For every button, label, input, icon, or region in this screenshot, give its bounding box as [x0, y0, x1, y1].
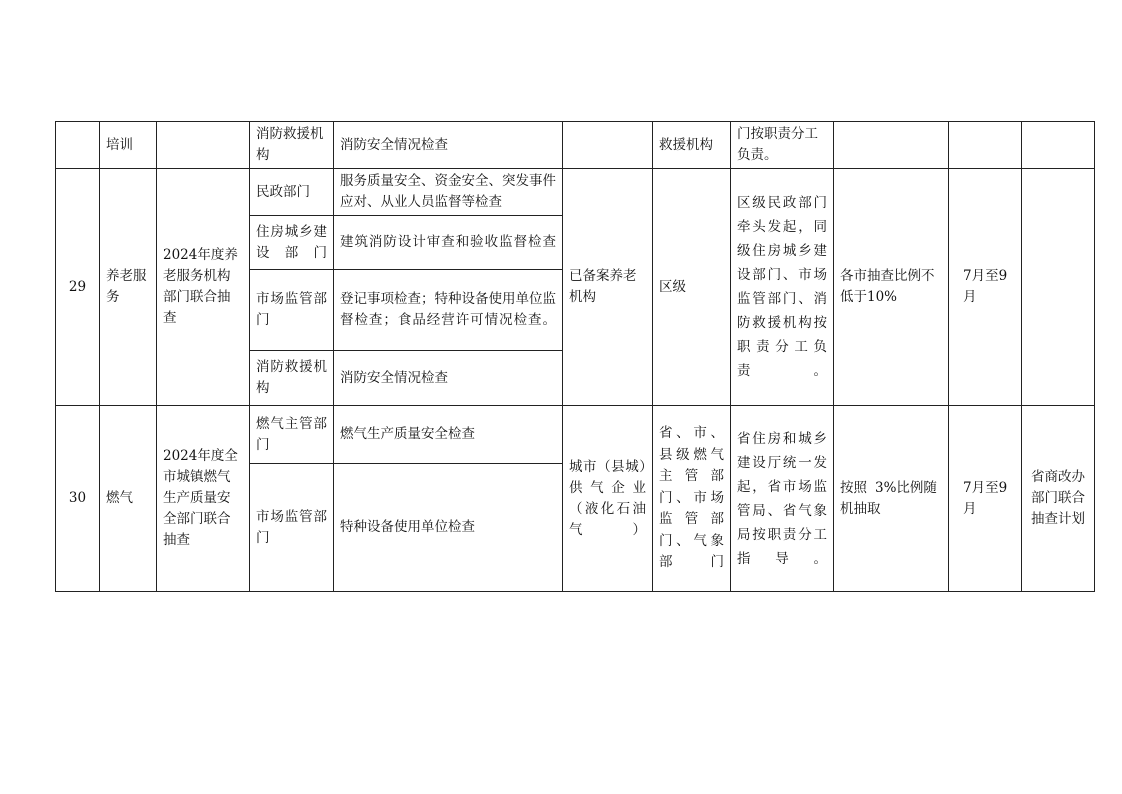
ratio-suffix: 3%比例随机抽取: [840, 479, 937, 517]
department-cell: 消防救援机构: [250, 351, 334, 406]
task-cell: [157, 122, 250, 169]
object-cell: [563, 122, 653, 169]
department-cell: 住房城乡建设部门: [250, 216, 334, 270]
time-cell: 7月至9月: [949, 169, 1022, 406]
object-cell: 已备案养老机构: [563, 169, 653, 406]
level-cell: 区级: [653, 169, 731, 406]
department-cell: 市场监管部门: [250, 270, 334, 351]
division-cell: 省住房和城乡建设厅统一发起，省市场监管局、省气象局按职责分工指导。: [731, 406, 834, 592]
task-cell: 2024年度全市城镇燃气生产质量安全部门联合抽查: [157, 406, 250, 592]
division-cell: 区级民政部门牵头发起，同级住房城乡建设部门、市场监管部门、消防救援机构按职责分工负责。: [731, 169, 834, 406]
remark-cell: [1022, 122, 1095, 169]
ratio-cell: [834, 406, 949, 592]
ratio-prefix: 按照: [840, 479, 867, 496]
table-row: [56, 122, 1095, 169]
row-number-cell: 30: [56, 406, 100, 592]
row-number-cell: 29: [56, 169, 100, 406]
item-cell: 养老服务: [100, 169, 157, 406]
department-cell: 市场监管部门: [250, 464, 334, 592]
content-cell: 服务质量安全、资金安全、突发事件应对、从业人员监督等检查: [334, 169, 563, 216]
level-cell: 省、市、县级燃气主管部门、市场监管部门、气象部门: [653, 406, 731, 592]
content-cell: 登记事项检查；特种设备使用单位监督检查；食品经营许可情况检查。: [334, 270, 563, 351]
content-cell: 特种设备使用单位检查: [334, 464, 563, 592]
content-cell: 燃气生产质量安全检查: [334, 406, 563, 464]
task-cell: 2024年度养老服务机构部门联合抽查: [157, 169, 250, 406]
ratio-cell: [834, 122, 949, 169]
table-row: [56, 406, 1095, 464]
item-cell: 燃气: [100, 406, 157, 592]
department-cell: 消防救援机构: [250, 122, 334, 169]
item-cell: 培训: [100, 122, 157, 169]
division-cell: 门按职责分工负责。: [731, 122, 834, 169]
object-cell: 城市（县城）供气企业（液化石油气）: [563, 406, 653, 592]
inspection-plan-table: [55, 121, 1095, 592]
row-number-cell: [56, 122, 100, 169]
department-cell: 民政部门: [250, 169, 334, 216]
remark-cell: [1022, 169, 1095, 406]
time-cell: 7月至9月: [949, 406, 1022, 592]
ratio-cell: 各市抽查比例不低于10%: [834, 169, 949, 406]
table-row: [56, 169, 1095, 216]
content-cell: 消防安全情况检查: [334, 122, 563, 169]
content-cell: 消防安全情况检查: [334, 351, 563, 406]
content-cell: 建筑消防设计审查和验收监督检查: [334, 216, 563, 270]
time-cell: [949, 122, 1022, 169]
level-cell: 救援机构: [653, 122, 731, 169]
remark-cell: 省商改办部门联合抽查计划: [1022, 406, 1095, 592]
department-cell: 燃气主管部门: [250, 406, 334, 464]
